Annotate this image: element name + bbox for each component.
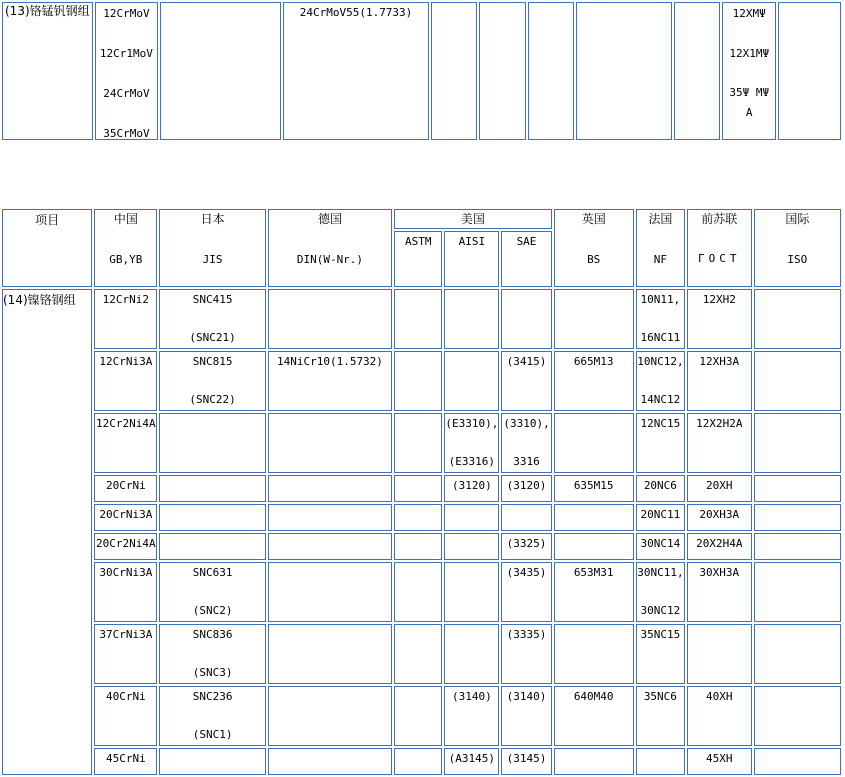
grade: 20NC11 bbox=[640, 508, 681, 521]
header-label: 德国 bbox=[317, 212, 342, 226]
gost-cell: 40XH bbox=[687, 686, 752, 746]
grade: 12CrMoV bbox=[103, 7, 150, 20]
gost-cell: 20XH3A bbox=[687, 504, 752, 531]
bs-cell bbox=[576, 2, 672, 140]
table-row bbox=[2, 562, 841, 622]
china-cell: 37CrNi3A bbox=[94, 624, 157, 684]
grade: 3316 bbox=[513, 455, 540, 468]
table-row bbox=[2, 624, 841, 684]
aisi-cell bbox=[444, 562, 499, 622]
steel-table-group14 bbox=[0, 207, 843, 777]
din-cell bbox=[268, 686, 392, 746]
grade: (3120) bbox=[451, 479, 492, 492]
grade: (3140) bbox=[451, 690, 492, 703]
astm-cell bbox=[394, 624, 442, 684]
group14-body bbox=[2, 289, 841, 775]
aisi-cell bbox=[444, 748, 499, 775]
grade: 16NC11 bbox=[640, 331, 681, 344]
header-label: 日本 bbox=[200, 212, 225, 226]
sae-cell bbox=[501, 504, 551, 531]
header-ussr bbox=[687, 209, 752, 287]
china-cell bbox=[95, 2, 158, 140]
jis-cell bbox=[159, 748, 265, 775]
din-cell: 24CrMoV55(1.7733) bbox=[283, 2, 429, 140]
table-row bbox=[2, 686, 841, 746]
din-cell bbox=[268, 624, 392, 684]
sae-cell bbox=[501, 533, 551, 560]
grade: 30NC12 bbox=[640, 604, 681, 617]
sae-cell bbox=[501, 686, 551, 746]
header-china bbox=[94, 209, 157, 287]
gost-cell: 30XH3A bbox=[687, 562, 752, 622]
grade: (A3145) bbox=[448, 752, 496, 765]
header-uk bbox=[554, 209, 634, 287]
grade: 20NC6 bbox=[643, 479, 677, 492]
table-row bbox=[2, 475, 841, 502]
china-cell: 20Cr2Ni4A bbox=[94, 533, 157, 560]
iso-cell bbox=[754, 289, 841, 349]
header-label: 国际 bbox=[785, 212, 810, 226]
china-cell: 30CrNi3A bbox=[94, 562, 157, 622]
nf-cell bbox=[636, 351, 685, 411]
aisi-cell bbox=[444, 686, 499, 746]
iso-cell bbox=[778, 2, 841, 140]
sae-cell bbox=[528, 2, 574, 140]
aisi-cell bbox=[444, 624, 499, 684]
header-sub: ISO bbox=[787, 253, 808, 266]
table-row bbox=[2, 504, 841, 531]
table-row bbox=[2, 351, 841, 411]
table-row bbox=[2, 748, 841, 775]
header-item: 项目 bbox=[2, 209, 92, 287]
bs-cell bbox=[554, 624, 634, 684]
gost-cell: 20XH bbox=[687, 475, 752, 502]
gost-cell: 12XH3A bbox=[687, 351, 752, 411]
iso-cell bbox=[754, 351, 841, 411]
aisi-cell bbox=[444, 351, 499, 411]
nf-cell bbox=[636, 686, 685, 746]
header-label: 前苏联 bbox=[701, 212, 738, 226]
grade: 10NC12, bbox=[637, 355, 684, 368]
header-label: 法国 bbox=[648, 212, 673, 226]
iso-cell bbox=[754, 475, 841, 502]
china-cell: 40CrNi bbox=[94, 686, 157, 746]
header-intl bbox=[754, 209, 841, 287]
grade: (3140) bbox=[506, 690, 547, 703]
grade: (SNC22) bbox=[189, 393, 236, 406]
iso-cell bbox=[754, 413, 841, 473]
header-sub: BS bbox=[587, 253, 601, 266]
aisi-cell bbox=[444, 533, 499, 560]
header-sub: GB,YB bbox=[109, 253, 143, 266]
iso-cell bbox=[754, 562, 841, 622]
din-cell bbox=[268, 562, 392, 622]
grade: (E3310), bbox=[445, 417, 499, 430]
grade: 35Ψ MΨ A bbox=[729, 86, 770, 119]
header-aisi: AISI bbox=[444, 231, 499, 287]
header-sae: SAE bbox=[501, 231, 551, 287]
jis-cell bbox=[159, 562, 265, 622]
aisi-cell bbox=[444, 475, 499, 502]
jis-cell bbox=[159, 413, 265, 473]
grade: (SNC2) bbox=[192, 604, 233, 617]
grade: 10N11, bbox=[640, 293, 681, 306]
china-cell: 45CrNi bbox=[94, 748, 157, 775]
nf-cell bbox=[636, 533, 685, 560]
iso-cell bbox=[754, 504, 841, 531]
din-cell bbox=[268, 748, 392, 775]
grade: 35NC6 bbox=[643, 690, 677, 703]
gost-cell: 12XH2 bbox=[687, 289, 752, 349]
header-japan bbox=[159, 209, 265, 287]
table-row bbox=[2, 533, 841, 560]
astm-cell bbox=[394, 686, 442, 746]
nf-cell bbox=[636, 504, 685, 531]
grade: 12XMΨ bbox=[732, 7, 766, 20]
grade: 35NC15 bbox=[640, 628, 681, 641]
bs-cell bbox=[554, 748, 634, 775]
header-sub: DIN(W-Nr.) bbox=[296, 253, 364, 266]
header-germany bbox=[268, 209, 392, 287]
bs-cell bbox=[554, 533, 634, 560]
gost-cell: 12X2H2A bbox=[687, 413, 752, 473]
sae-cell bbox=[501, 351, 551, 411]
grade: (3415) bbox=[506, 355, 547, 368]
grade: 30NC11, bbox=[637, 566, 684, 579]
grade: (3310), bbox=[503, 417, 550, 430]
header-row bbox=[2, 209, 841, 229]
grade: (SNC3) bbox=[192, 666, 233, 679]
china-cell: 20CrNi3A bbox=[94, 504, 157, 531]
gost-cell: 45XH bbox=[687, 748, 752, 775]
grade: 12X1MΨ bbox=[729, 47, 770, 60]
jis-cell bbox=[159, 686, 265, 746]
din-cell bbox=[268, 504, 392, 531]
table-row bbox=[2, 289, 841, 349]
grade: (3435) bbox=[506, 566, 547, 579]
jis-cell bbox=[159, 475, 265, 502]
gost-cell bbox=[687, 624, 752, 684]
grade: 30NC14 bbox=[640, 537, 681, 550]
grade: (3325) bbox=[506, 537, 547, 550]
aisi-cell bbox=[444, 289, 499, 349]
grade: (SNC1) bbox=[192, 728, 233, 741]
grade: (3335) bbox=[506, 628, 547, 641]
nf-cell bbox=[674, 2, 720, 140]
bs-cell bbox=[554, 289, 634, 349]
din-cell bbox=[268, 533, 392, 560]
table-row bbox=[2, 2, 841, 140]
grade: 35CrMoV bbox=[103, 127, 150, 140]
sae-cell bbox=[501, 289, 551, 349]
din-cell: 14NiCr10(1.5732) bbox=[268, 351, 392, 411]
bs-cell bbox=[554, 413, 634, 473]
sae-cell bbox=[501, 475, 551, 502]
astm-cell bbox=[394, 504, 442, 531]
china-cell: 20CrNi bbox=[94, 475, 157, 502]
din-cell bbox=[268, 475, 392, 502]
bs-cell bbox=[554, 504, 634, 531]
gost-cell: 20X2H4A bbox=[687, 533, 752, 560]
sae-cell bbox=[501, 748, 551, 775]
grade: SNC836 bbox=[192, 628, 233, 641]
aisi-cell bbox=[479, 2, 525, 140]
header-astm: ASTM bbox=[394, 231, 442, 287]
nf-cell bbox=[636, 562, 685, 622]
grade: 14NC12 bbox=[640, 393, 681, 406]
header-france bbox=[636, 209, 685, 287]
grade: SNC415 bbox=[192, 293, 233, 306]
astm-cell bbox=[394, 533, 442, 560]
china-cell: 12CrNi2 bbox=[94, 289, 157, 349]
china-cell: 12CrNi3A bbox=[94, 351, 157, 411]
grade: (SNC21) bbox=[189, 331, 236, 344]
aisi-cell bbox=[444, 413, 499, 473]
din-cell bbox=[268, 289, 392, 349]
table-row bbox=[2, 413, 841, 473]
grade: 12NC15 bbox=[640, 417, 681, 430]
header-label: 英国 bbox=[581, 212, 606, 226]
jis-cell bbox=[159, 504, 265, 531]
grade: SNC631 bbox=[192, 566, 233, 579]
jis-cell bbox=[159, 351, 265, 411]
grade: (3120) bbox=[506, 479, 547, 492]
astm-cell bbox=[394, 351, 442, 411]
header-usa: 美国 bbox=[394, 209, 551, 229]
grade: (E3316) bbox=[448, 455, 496, 468]
nf-cell bbox=[636, 748, 685, 775]
grade: 12Cr1MoV bbox=[99, 47, 153, 60]
grade: SNC236 bbox=[192, 690, 233, 703]
gost-cell bbox=[722, 2, 776, 140]
astm-cell bbox=[394, 413, 442, 473]
jis-cell bbox=[159, 624, 265, 684]
bs-cell: 635M15 bbox=[554, 475, 634, 502]
grade: 24CrMoV bbox=[103, 87, 150, 100]
astm-cell bbox=[394, 289, 442, 349]
bs-cell: 640M40 bbox=[554, 686, 634, 746]
nf-cell bbox=[636, 413, 685, 473]
iso-cell bbox=[754, 748, 841, 775]
grade: (3145) bbox=[506, 752, 547, 765]
sae-cell bbox=[501, 413, 551, 473]
astm-cell bbox=[431, 2, 477, 140]
astm-cell bbox=[394, 748, 442, 775]
iso-cell bbox=[754, 686, 841, 746]
jis-cell bbox=[159, 533, 265, 560]
jis-cell bbox=[160, 2, 281, 140]
jis-cell bbox=[159, 289, 265, 349]
header-sub: ГОСТ bbox=[698, 252, 741, 265]
din-cell bbox=[268, 413, 392, 473]
steel-table-group13 bbox=[0, 0, 843, 142]
iso-cell bbox=[754, 624, 841, 684]
astm-cell bbox=[394, 562, 442, 622]
sae-cell bbox=[501, 624, 551, 684]
header-label: 中国 bbox=[113, 212, 138, 226]
sae-cell bbox=[501, 562, 551, 622]
bs-cell: 653M31 bbox=[554, 562, 634, 622]
group-label: (13)铬锰钒钢组 bbox=[2, 2, 93, 140]
nf-cell bbox=[636, 624, 685, 684]
header-sub: NF bbox=[653, 253, 667, 266]
nf-cell bbox=[636, 475, 685, 502]
grade: SNC815 bbox=[192, 355, 233, 368]
china-cell: 12Cr2Ni4A bbox=[94, 413, 157, 473]
iso-cell bbox=[754, 533, 841, 560]
group-label: (14)镍铬钢组 bbox=[2, 289, 92, 775]
bs-cell: 665M13 bbox=[554, 351, 634, 411]
aisi-cell bbox=[444, 504, 499, 531]
header-sub: JIS bbox=[202, 253, 223, 266]
astm-cell bbox=[394, 475, 442, 502]
nf-cell bbox=[636, 289, 685, 349]
